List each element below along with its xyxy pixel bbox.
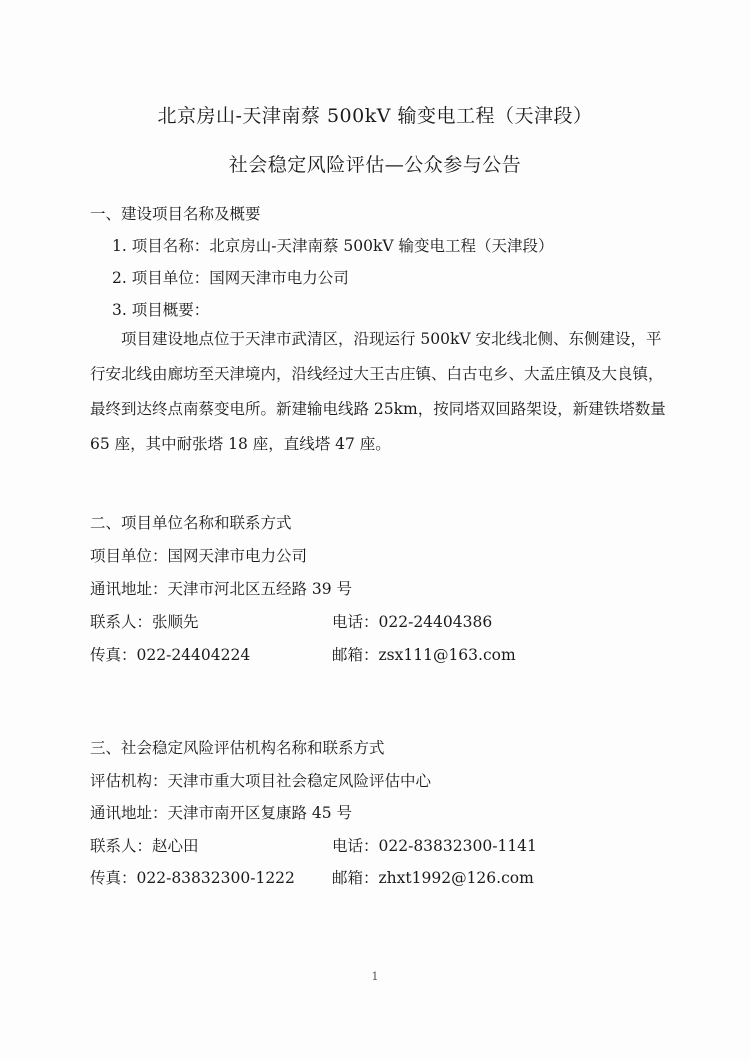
unit-contact: 联系人：张顺先	[90, 613, 199, 631]
document-subtitle: 社会稳定风险评估—公众参与公告	[228, 154, 522, 176]
unit-address: 通讯地址：天津市河北区五经路 39 号	[90, 580, 353, 598]
org-contact: 联系人：赵心田	[90, 837, 199, 855]
org-address: 通讯地址：天津市南开区复康路 45 号	[90, 804, 353, 822]
project-unit: 2. 项目单位：国网天津市电力公司	[112, 269, 349, 287]
project-name: 1. 项目名称：北京房山-天津南蔡 500kV 输变电工程（天津段）	[112, 237, 554, 255]
unit-phone: 电话：022-24404386	[332, 613, 493, 631]
unit-name: 项目单位：国网天津市电力公司	[90, 547, 308, 565]
org-email: 邮箱：zhxt1992@126.com	[332, 869, 534, 887]
org-phone: 电话：022-83832300-1141	[332, 837, 537, 855]
project-summary: 项目建设地点位于天津市武清区，沿现运行 500kV 安北线北侧、东侧建设，平行安北线由廊坊至天津境内，沿线经过大王古庄镇、白古屯乡、大孟庄镇及大良镇，最终到达终点南蔡变电所。新建输电线路 25km，按同塔双回路架设，新建铁塔数量 65 座，其中耐张塔 18 座，直线塔 47 座。	[90, 330, 666, 453]
section2-heading: 二、项目单位名称和联系方式	[90, 514, 292, 532]
page-number: 1	[371, 970, 379, 983]
project-overview-label: 3. 项目概要：	[112, 301, 210, 319]
org-fax: 传真：022-83832300-1222	[90, 869, 295, 887]
unit-fax: 传真：022-24404224	[90, 646, 251, 664]
section1-heading: 一、建设项目名称及概要	[90, 205, 261, 223]
unit-email: 邮箱：zsx111@163.com	[332, 646, 516, 664]
org-name: 评估机构：天津市重大项目社会稳定风险评估中心	[90, 772, 432, 790]
section3-heading: 三、社会稳定风险评估机构名称和联系方式	[90, 739, 385, 757]
document-title: 北京房山-天津南蔡 500kV 输变电工程（天津段）	[157, 105, 593, 127]
